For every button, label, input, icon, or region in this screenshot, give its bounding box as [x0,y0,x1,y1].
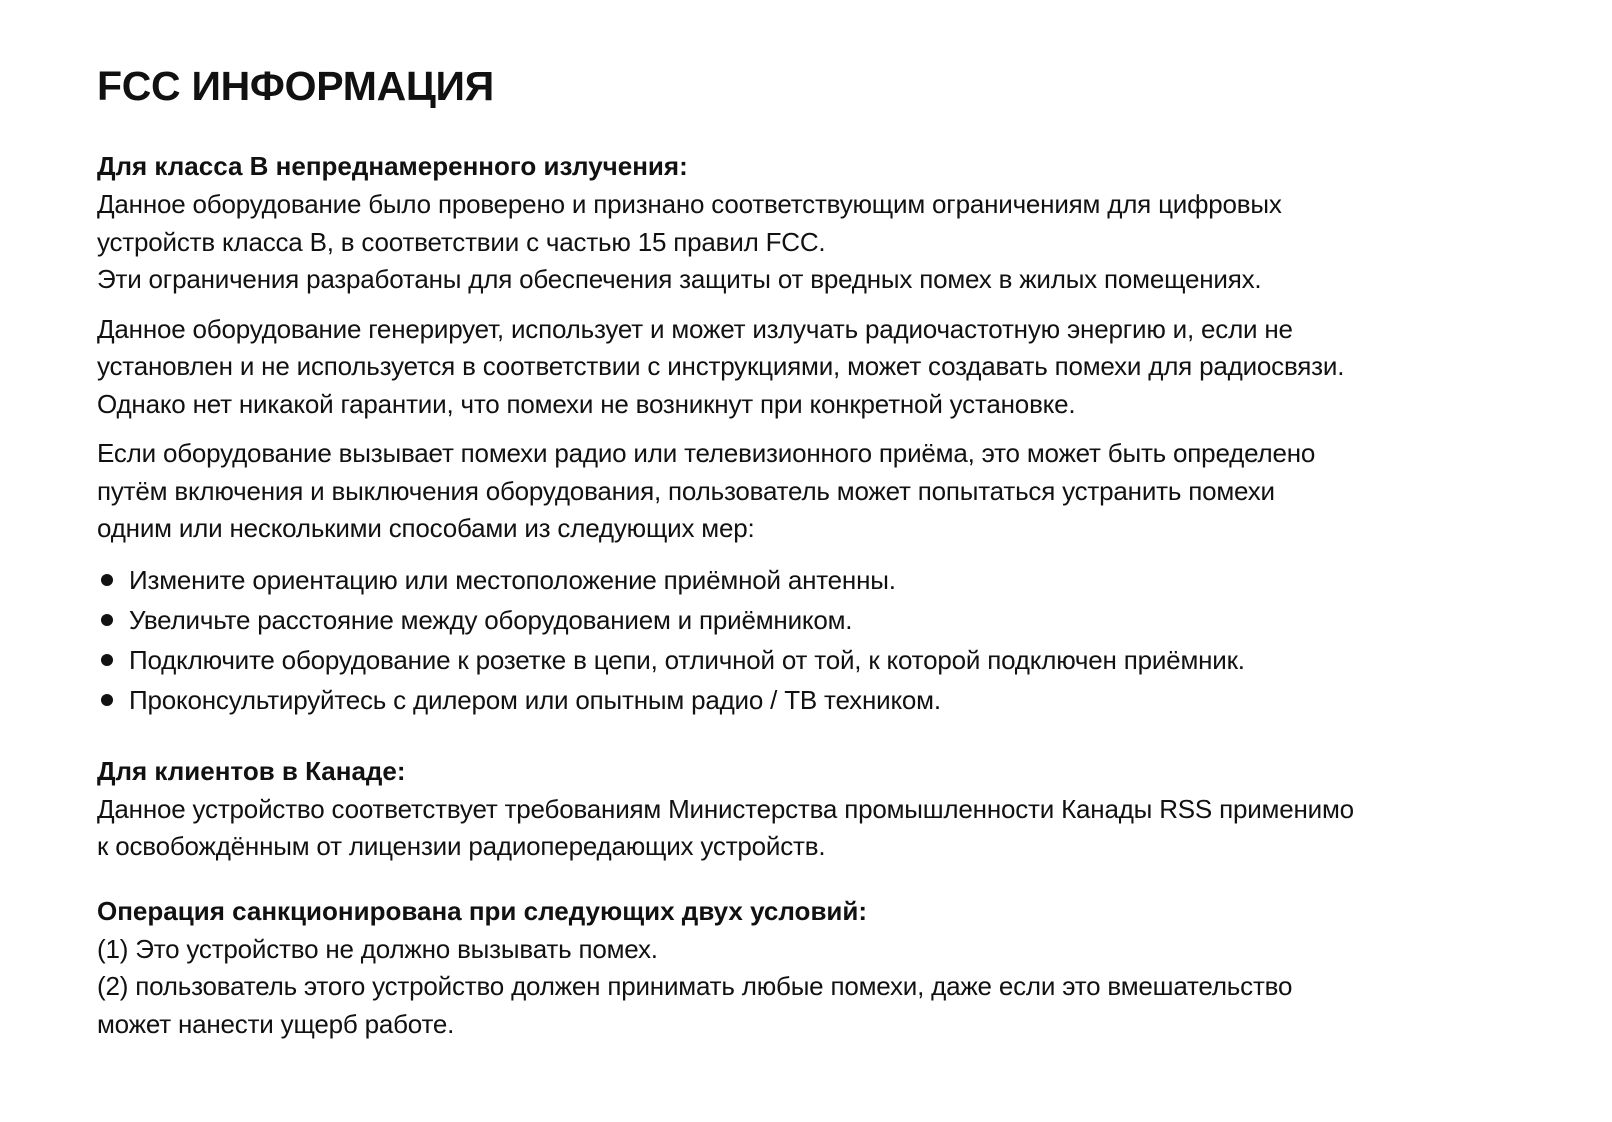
class-b-heading: Для класса B непреднамеренного излучения: [97,151,688,182]
class-b-paragraph-3 [97,435,1557,548]
text-line: Данное оборудование генерирует, использует и может излучать радиочастотную энергию и, если не [97,313,1293,344]
bullet-icon [101,614,113,626]
text-line: к освобождённым от лицензии радиопередающих устройств. [97,831,826,862]
list-item [97,640,1557,680]
list-item [97,600,1557,640]
text-line: одним или несколькими способами из следующих мер: [97,513,755,544]
list-item-text: Подключите оборудование к розетке в цепи, отличной от той, к которой подключен приёмник. [129,644,1245,675]
remedy-list [97,560,1557,720]
document-page [97,62,1557,1055]
list-item [97,560,1557,600]
class-b-paragraph-2 [97,311,1557,424]
canada-heading: Для клиентов в Канаде: [97,755,406,786]
page-title: FCC ИНФОРМАЦИЯ [97,63,494,109]
bullet-icon [101,694,113,706]
condition-line: (2) пользователь этого устройство должен принимать любые помехи, даже если это вмешательство [97,971,1293,1002]
text-line: путём включения и выключения оборудования, пользователь может попытаться устранить помехи [97,475,1275,506]
operation-section [97,892,1557,1044]
class-b-paragraph-1 [97,186,1557,299]
text-line: устройств класса B, в соответствии с частью 15 правил FCC. [97,226,826,257]
bullet-icon [101,654,113,666]
list-item-text: Проконсультируйтесь с дилером или опытным радио / ТВ техником. [129,684,941,715]
list-item [97,680,1557,720]
text-line: Данное устройство соответствует требованиям Министерства промышленности Канады RSS применимо [97,793,1354,824]
text-line: Данное оборудование было проверено и признано соответствующим ограничениям для цифровых [97,189,1282,220]
canada-paragraph [97,791,1557,866]
canada-section [97,752,1557,866]
operation-conditions [97,931,1557,1044]
list-item-text: Увеличьте расстояние между оборудованием и приёмником. [129,604,853,635]
condition-line: (1) Это устройство не должно вызывать помех. [97,933,658,964]
bullet-icon [101,574,113,586]
text-line: установлен и не используется в соответствии с инструкциями, может создавать помехи для радиосвязи. [97,351,1345,382]
operation-heading: Операция санкционирована при следующих двух условий: [97,895,868,926]
class-b-section [97,147,1557,720]
text-line: Если оборудование вызывает помехи радио или телевизионного приёма, это может быть определено [97,438,1316,469]
list-item-text: Измените ориентацию или местоположение приёмной антенны. [129,564,896,595]
condition-line: может нанести ущерб работе. [97,1008,455,1039]
text-line: Эти ограничения разработаны для обеспечения защиты от вредных помех в жилых помещениях. [97,264,1262,295]
text-line: Однако нет никакой гарантии, что помехи не возникнут при конкретной установке. [97,388,1076,419]
